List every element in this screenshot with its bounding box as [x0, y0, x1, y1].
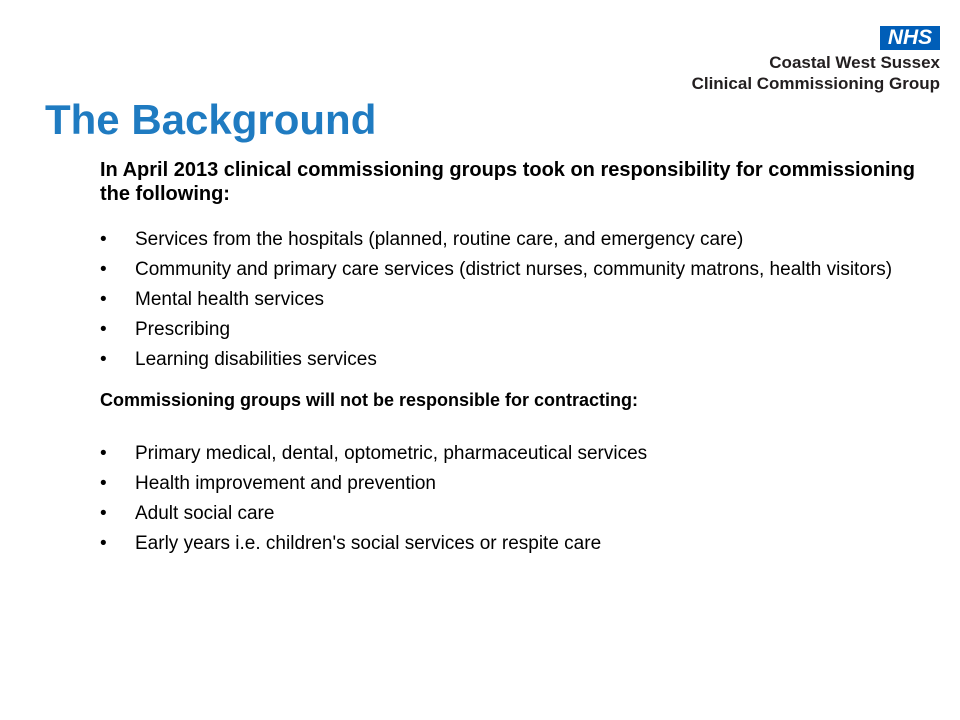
list-item-text: Community and primary care services (district nurses, community matrons, health visitors) [135, 259, 893, 280]
list-item-text: Prescribing [135, 319, 231, 340]
list-item-text: Primary medical, dental, optometric, pharmaceutical services [135, 443, 648, 464]
list-item-text: Adult social care [135, 503, 275, 524]
list-item [100, 442, 945, 465]
org-name-line2: Clinical Commissioning Group [691, 74, 940, 93]
subheading: Commissioning groups will not be responsible for contracting: [100, 390, 639, 410]
bullet: • [100, 229, 107, 250]
slide-content [100, 158, 945, 562]
list-item-text: Early years i.e. children's social services or respite care [135, 533, 602, 554]
bullet: • [100, 259, 107, 280]
list-item [100, 288, 945, 311]
bullet: • [100, 319, 107, 340]
bullet: • [100, 503, 107, 524]
bullet: • [100, 443, 107, 464]
list-item [100, 502, 945, 525]
responsible-list [100, 228, 945, 371]
list-item [100, 228, 945, 251]
bullet: • [100, 289, 107, 310]
list-item [100, 472, 945, 495]
intro-text: In April 2013 clinical commissioning groups took on responsibility for commissioning the following: [100, 159, 915, 205]
bullet: • [100, 473, 107, 494]
list-item-text: Services from the hospitals (planned, routine care, and emergency care) [135, 229, 744, 250]
nhs-logo [640, 24, 940, 100]
list-item [100, 258, 945, 281]
bullet: • [100, 533, 107, 554]
list-item [100, 318, 945, 341]
nhs-mark: NHS [880, 26, 940, 50]
list-item-text: Learning disabilities services [135, 349, 377, 370]
list-item-text: Health improvement and prevention [135, 473, 437, 494]
list-item [100, 348, 945, 371]
slide-title: The Background [45, 96, 377, 143]
list-item-text: Mental health services [135, 289, 325, 310]
bullet: • [100, 349, 107, 370]
list-item [100, 532, 945, 555]
not-responsible-list [100, 442, 945, 555]
org-name-line1: Coastal West Sussex [769, 53, 940, 72]
